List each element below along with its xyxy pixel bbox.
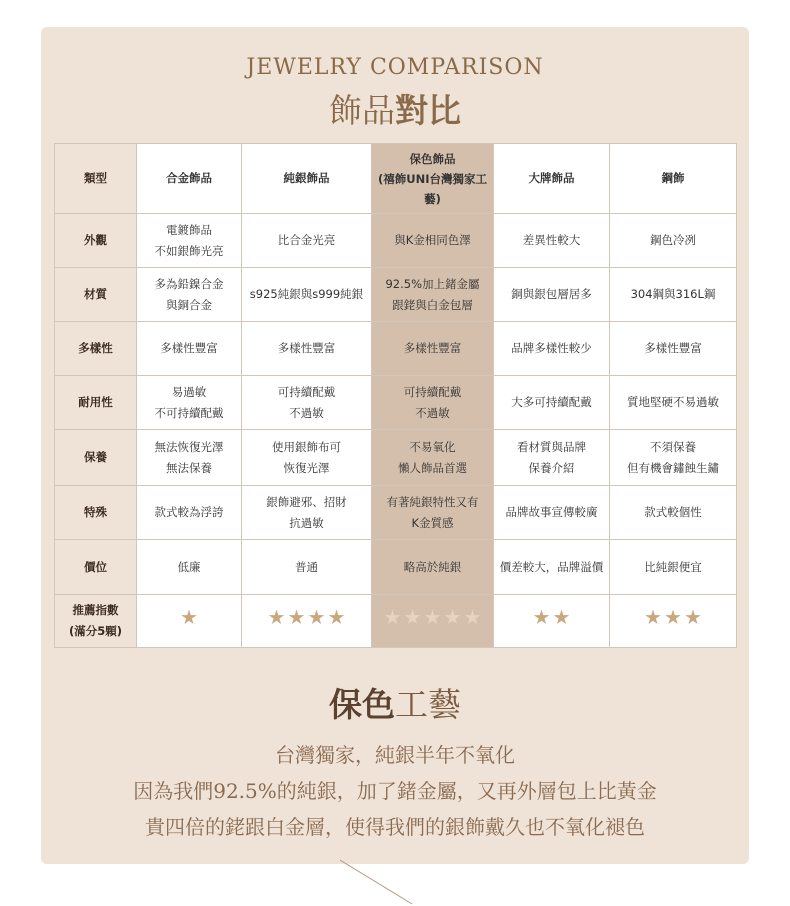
table-cell: 價差較大，品牌溢價 [494, 540, 610, 595]
star-icon [665, 610, 681, 626]
table-cell: 略高於純銀 [372, 540, 494, 595]
table-cell: 易過敏 不可持續配戴 [137, 376, 242, 430]
section-line-1: 台灣獨家，純銀半年不氧化 [275, 743, 515, 767]
table-cell: 92.5%加上鍺金屬 跟銠與白金包層 [372, 268, 494, 322]
table-cell: 不須保養 但有機會鏽蝕生鏽 [610, 430, 737, 486]
star-icon [405, 610, 421, 626]
table-cell: 多為鉛鎳合金 與銅合金 [137, 268, 242, 322]
star-icon [329, 610, 345, 626]
star-icon [685, 610, 701, 626]
table-row [55, 486, 737, 540]
table-cell: 大多可持續配戴 [494, 376, 610, 430]
table-cell: 多樣性豐富 [610, 322, 737, 376]
table-row [55, 322, 737, 376]
row-label: 價位 [55, 540, 137, 595]
table-cell: 比合金光亮 [242, 214, 372, 268]
table-cell: 普通 [242, 540, 372, 595]
table-cell: 無法恢復光澤 無法保養 [137, 430, 242, 486]
row-label: 耐用性 [55, 376, 137, 430]
table-cell: 品牌故事宣傳較廣 [494, 486, 610, 540]
rating-row [55, 595, 737, 648]
table-cell: 有著純銀特性又有 K金質感 [372, 486, 494, 540]
rating-cell [242, 595, 372, 648]
table-header-row [55, 144, 737, 214]
title-chinese-part1: 飾品 [329, 91, 395, 130]
star-icon [181, 610, 197, 626]
row-label: 多樣性 [55, 322, 137, 376]
star-icon [289, 610, 305, 626]
table-row [55, 268, 737, 322]
table-cell: 可持續配戴 不過敏 [242, 376, 372, 430]
star-icon [534, 610, 550, 626]
header-brand: 大牌飾品 [494, 144, 610, 214]
header-steel: 鋼飾 [610, 144, 737, 214]
table-cell: 品牌多樣性較少 [494, 322, 610, 376]
star-icon [425, 610, 441, 626]
table-row [55, 540, 737, 595]
title-chinese-part2: 對比 [395, 91, 461, 130]
table-row [55, 376, 737, 430]
table-cell: 多樣性豐富 [242, 322, 372, 376]
section-line-3: 貴四倍的銠跟白金層，使得我們的銀飾戴久也不氧化褪色 [145, 815, 645, 839]
section-line-2: 因為我們92.5%的純銀，加了鍺金屬，又再外層包上比黃金 [133, 779, 657, 803]
title-english: JEWELRY COMPARISON [246, 55, 544, 80]
rating-cell [137, 595, 242, 648]
table-cell: 低廉 [137, 540, 242, 595]
table-row [55, 430, 737, 486]
table-cell: 可持續配戴 不過敏 [372, 376, 494, 430]
row-label: 特殊 [55, 486, 137, 540]
header-alloy: 合金飾品 [137, 144, 242, 214]
row-label: 材質 [55, 268, 137, 322]
table-cell: 電鍍飾品 不如銀飾光亮 [137, 214, 242, 268]
rating-cell [494, 595, 610, 648]
section-title-bold: 保色 [329, 685, 395, 724]
table-cell: 多樣性豐富 [372, 322, 494, 376]
table-cell: 鋼色冷冽 [610, 214, 737, 268]
star-icon [554, 610, 570, 626]
header-color-protect: 保色飾品 (禧飾UNI台灣獨家工藝) [372, 144, 494, 214]
table-cell: 款式較為浮誇 [137, 486, 242, 540]
section-title-rest: 工藝 [395, 685, 461, 724]
star-icon [385, 610, 401, 626]
table-cell: 使用銀飾布可 恢復光澤 [242, 430, 372, 486]
title-chinese [41, 85, 749, 132]
star-icon [465, 610, 481, 626]
rating-label: 推薦指數 (滿分5顆) [55, 595, 137, 648]
rating-cell [610, 595, 737, 648]
header-silver: 純銀飾品 [242, 144, 372, 214]
comparison-card [41, 27, 749, 864]
table-cell: 不易氧化 懶人飾品首選 [372, 430, 494, 486]
row-label: 保養 [55, 430, 137, 486]
star-icon [645, 610, 661, 626]
star-icon [309, 610, 325, 626]
table-cell: 304鋼與316L鋼 [610, 268, 737, 322]
table-cell: 多樣性豐富 [137, 322, 242, 376]
star-icon [445, 610, 461, 626]
table-cell: 銅與銀包層居多 [494, 268, 610, 322]
table-cell: s925純銀與s999純銀 [242, 268, 372, 322]
rating-cell [372, 595, 494, 648]
table-cell: 看材質與品牌 保養介紹 [494, 430, 610, 486]
comparison-table [54, 143, 737, 648]
header-type: 類型 [55, 144, 137, 214]
table-cell: 差異性較大 [494, 214, 610, 268]
table-cell: 質地堅硬不易過敏 [610, 376, 737, 430]
table-row [55, 214, 737, 268]
table-cell: 與K金相同色澤 [372, 214, 494, 268]
section-title [41, 679, 749, 726]
table-cell: 銀飾避邪、招財 抗過敏 [242, 486, 372, 540]
table-cell: 款式較個性 [610, 486, 737, 540]
star-icon [269, 610, 285, 626]
table-cell: 比純銀便宜 [610, 540, 737, 595]
decorative-line [340, 858, 420, 906]
row-label: 外觀 [55, 214, 137, 268]
